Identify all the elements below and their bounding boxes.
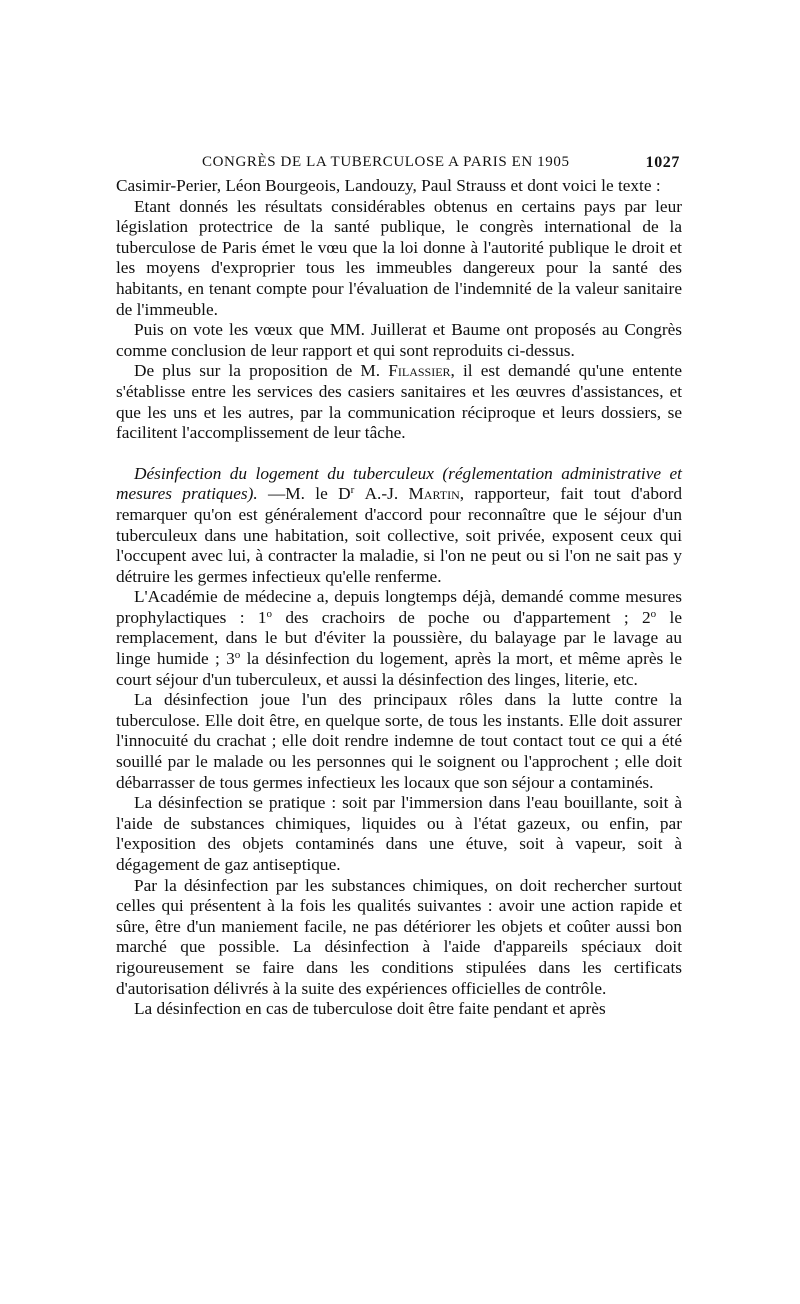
degree-mark: o: [234, 649, 241, 662]
page-number: 1027: [645, 154, 680, 171]
text-run: —M. le D: [257, 484, 351, 504]
body-text: [116, 176, 682, 1020]
superscript: r: [350, 484, 355, 497]
paragraph-disinfection-methods: La désinfection se pratique : soit par l'immersion dans l'eau bouillante, soit à l'aide de substances chimiques, liquides ou à l'état gazeux, ou enfin, par l'exposition des objets contaminés dans une étuve, soit à vapeur, soit à dégagement de gaz antiseptique.: [116, 793, 682, 874]
author-name-filassier: Filassier: [388, 361, 451, 381]
author-name-martin: A.-J. Martin: [364, 484, 460, 504]
paragraph-signatories: Casimir-Perier, Léon Bourgeois, Landouzy, Paul Strauss et dont voici le texte :: [116, 176, 661, 195]
degree-mark: o: [650, 607, 657, 620]
paragraph-academie: [116, 587, 682, 690]
paragraph-resolution-text: Etant donnés les résultats considérables obtenus en certains pays par leur législation protectrice de la santé publique, le congrès international de la tuberculose de Paris émet le vœu que la loi donne à l'autorité publique le droit et les moyens d'exproprier tous les immeubles dangereux pour la santé des habitants, en tenant compte pour l'évaluation de l'indemnité de la valeur sanitaire de l'immeuble.: [116, 196, 682, 319]
running-title: CONGRÈS DE LA TUBERCULOSE A PARIS EN 1905: [202, 154, 570, 170]
paragraph-disinfection-intro: [116, 464, 682, 588]
document-page: [116, 150, 682, 1020]
paragraph-votes: Puis on vote les vœux que MM. Juillerat et Baume ont proposés au Congrès comme conclusion de leur rapport et qui sont reproduits ci-dessus.: [116, 320, 682, 360]
paragraph-disinfection-timing: La désinfection en cas de tuberculose doit être faite pendant et après: [134, 999, 606, 1019]
paragraph-disinfection-role: La désinfection joue l'un des principaux rôles dans la lutte contre la tuberculose. Elle doit être, en quelque sorte, de tous les instants. Elle doit assurer l'innocuité du crachat ; elle doit rendre indemne de tout contact tout ce qui a été souillé par le malade ou les personnes qui le soignent ou l'approchent ; elle doit débarrasser de tous germes infectieux les locaux que son séjour a contaminés.: [116, 690, 682, 792]
text-run: la désinfection du logement, après la mort, et même après le court séjour d'un tuberculeux, et aussi la désinfection des linges, literie, etc.: [116, 649, 682, 689]
text-run: des crachoirs de poche ou d'appartement ; 2: [272, 607, 651, 627]
paragraph-filassier-proposal: [116, 361, 682, 443]
text-run: De plus sur la proposition de M.: [134, 361, 381, 381]
text-run: le remplacement, dans le but d'éviter la poussière, du balayage par le lavage au linge humide ; 3: [116, 607, 682, 669]
text-run: , il est demandé qu'une entente s'établisse entre les services des casiers sanitaires et les œuvres d'assistances, et que les uns et les autres, par la communication réciproque et leurs dossiers, se facilitent l'accomplissement de leur tâche.: [116, 361, 682, 443]
degree-mark: o: [266, 607, 273, 620]
section-title: Désinfection du logement du tuberculeux (réglementation administrative et mesures pratiques).: [116, 463, 682, 504]
running-header: [116, 150, 682, 176]
text-run: , rapporteur, fait tout d'abord remarquer qu'on est généralement d'accord pour reconnaître que le séjour d'un tuberculeux dans une habitation, soit collective, soit privée, exposent ceux qui l'occupent avec lui, à contracter la maladie, si l'on ne peut ou si l'on ne sait pas y détruire les germes infectieux qu'elle renferme.: [116, 484, 682, 586]
text-run: L'Académie de médecine a, depuis longtemps déjà, demandé comme mesures prophylactiques : 1: [116, 587, 682, 627]
paragraph-chemical-substances: Par la désinfection par les substances chimiques, on doit rechercher surtout celles qui présentent à la fois les qualités suivantes : avoir une action rapide et sûre, être d'un maniement facile, ne pas détériorer les objets et coûter aussi bon marché que possible. La désinfection à l'aide d'appareils spéciaux doit rigoureusement se faire dans les conditions stipulées dans les certificats d'autorisation délivrés à la suite des expériences officielles de contrôle.: [116, 875, 682, 998]
